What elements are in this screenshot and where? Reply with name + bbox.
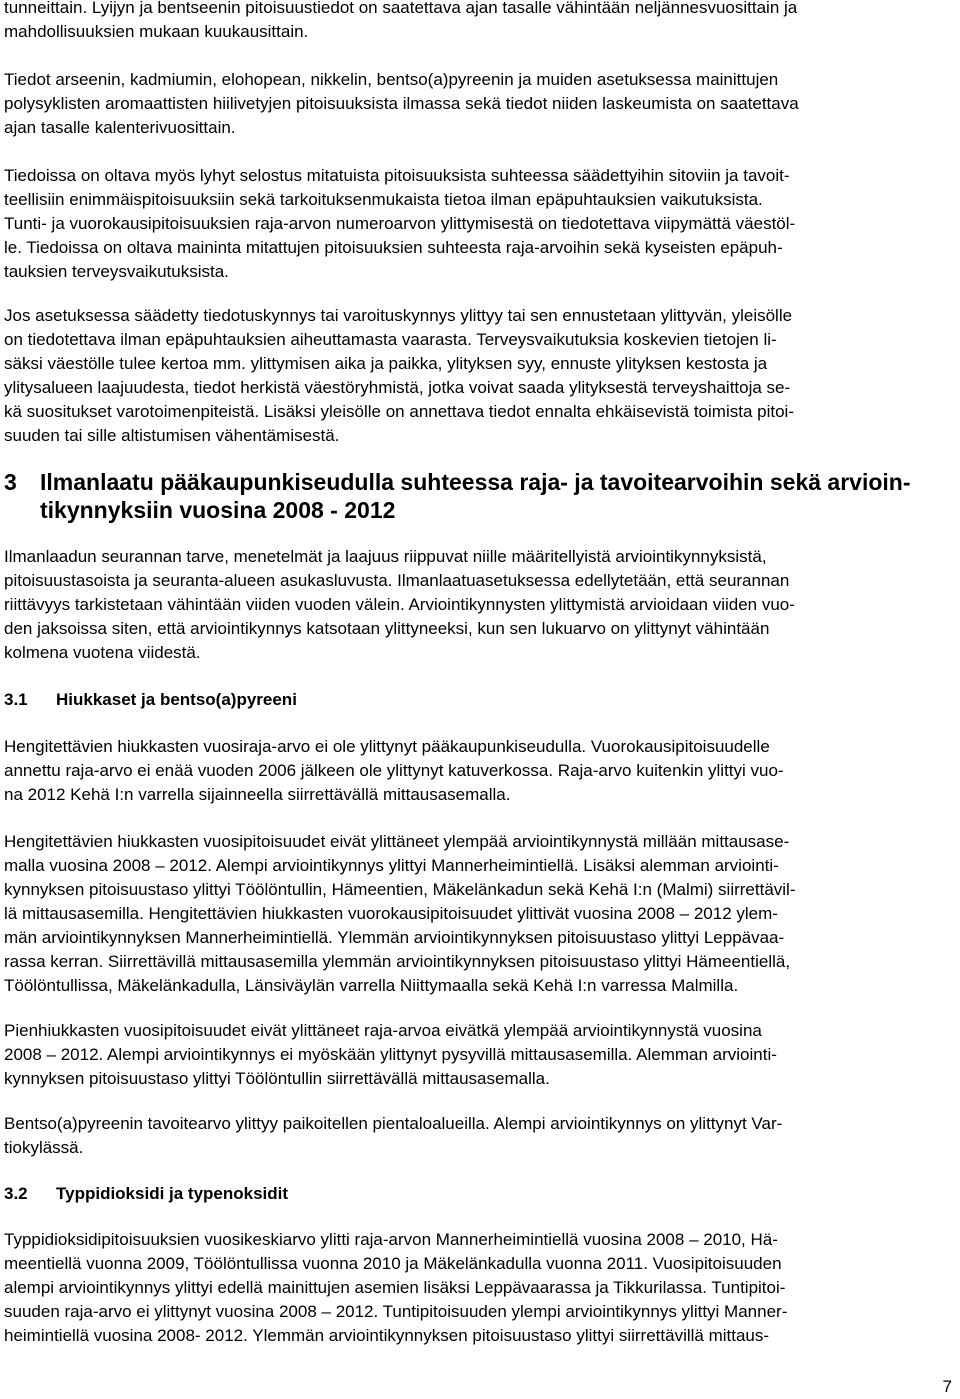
text-line: Pienhiukkasten vuosipitoisuudet eivät ylittäneet raja-arvoa eivätkä ylempää arviointikynnystä vuosina — [4, 1021, 762, 1040]
text-line: alempi arviointikynnys ylittyi edellä mainittujen asemien lisäksi Leppävaarassa ja Tikkurilassa. Tuntipitoi- — [4, 1278, 786, 1297]
text-line: kynnyksen pitoisuustaso ylittyi Töölöntullin siirrettävällä mittausasemalla. — [4, 1069, 550, 1088]
text-line: kynnyksen pitoisuustaso ylittyi Töölöntullin, Hämeentien, Mäkelänkadun sekä Kehä I:n (Malmi) siirrettävil- — [4, 880, 796, 899]
paragraph — [4, 1228, 954, 1348]
paragraph — [4, 830, 954, 998]
text-line: kolmena vuotena viidestä. — [4, 643, 201, 662]
subsection-number: 3.1 — [4, 690, 28, 709]
paragraph — [4, 545, 954, 665]
paragraph — [4, 0, 954, 44]
text-line: Tiedot arseenin, kadmiumin, elohopean, nikkelin, bentso(a)pyreenin ja muiden asetuksessa mainittujen — [4, 70, 779, 89]
text-line: 2008 – 2012. Alempi arviointikynnys ei myöskään ylittynyt pysyvillä mittausasemilla. Alemman arviointi- — [4, 1045, 777, 1064]
text-line: lä mittausasemilla. Hengitettävien hiukkasten vuorokausipitoisuudet ylittivät vuosina 2008 – 2012 ylem- — [4, 904, 778, 923]
text-line: polysyklisten aromaattisten hiilivetyjen pitoisuuksista ilmassa sekä tiedot niiden laskeumista on saatettava — [4, 94, 799, 113]
subsection-title: Hiukkaset ja bentso(a)pyreeni — [56, 690, 297, 709]
text-line: säksi väestölle tulee kertoa mm. ylittymisen aika ja paikka, ylityksen syy, ennuste ylityksen kestosta ja — [4, 354, 768, 373]
text-line: on tiedotettava ilman epäpuhtauksien aiheuttamasta vaarasta. Terveysvaikutuksia koskevien tietojen li- — [4, 330, 777, 349]
subsection-heading — [4, 688, 954, 712]
paragraph — [4, 1112, 954, 1160]
text-line: Hengitettävien hiukkasten vuosiraja-arvo ei ole ylittynyt pääkaupunkiseudulla. Vuorokausipitoisuudelle — [4, 737, 770, 756]
paragraph — [4, 304, 954, 448]
text-line: ylitysalueen laajuudesta, tiedot herkistä väestöryhmistä, jotka voivat saada ylityksestä terveyshaittoja se- — [4, 378, 791, 397]
text-line: Töölöntullissa, Mäkelänkadulla, Länsiväylän varrella Niittymaalla sekä Kehä I:n varressa Malmilla. — [4, 976, 739, 995]
text-line: riittävyys tarkistetaan vähintään viiden vuoden välein. Arviointikynnysten ylittymistä arvioidaan viiden vuo- — [4, 595, 795, 614]
text-line: rassa kerran. Siirrettävillä mittausasemilla ylemmän arviointikynnyksen pitoisuustaso ylittyi Hämeentiellä, — [4, 952, 791, 971]
text-line: pitoisuustasoista ja seuranta-alueen asukasluvusta. Ilmanlaatuasetuksessa edellytetään, että seurannan — [4, 571, 790, 590]
paragraph — [4, 68, 954, 140]
subsection-number: 3.2 — [4, 1184, 28, 1203]
subsection-heading — [4, 1182, 954, 1206]
text-line: Bentso(a)pyreenin tavoitearvo ylittyy paikoitellen pientaloalueilla. Alempi arviointikynnys on ylittynyt Var- — [4, 1114, 783, 1133]
paragraph — [4, 1019, 954, 1091]
text-line: Typpidioksidipitoisuuksien vuosikeskiarvo ylitti raja-arvon Mannerheimintiellä vuosina 2008 – 2010, Hä- — [4, 1230, 778, 1249]
text-line: tiokylässä. — [4, 1138, 84, 1157]
paragraph — [4, 164, 954, 284]
text-line: kä suositukset varotoimenpiteistä. Lisäksi yleisölle on annettava tiedot ennalta ehkäisevistä toimista pitoi- — [4, 402, 794, 421]
text-line: mahdollisuuksien mukaan kuukausittain. — [4, 22, 309, 41]
text-line: annettu raja-arvo ei enää vuoden 2006 jälkeen ole ylittynyt katuverkossa. Raja-arvo kuitenkin ylittyi vuo- — [4, 761, 784, 780]
subsection-title: Typpidioksidi ja typenoksidit — [56, 1184, 289, 1203]
text-line: Tunti- ja vuorokausipitoisuuksien raja-arvon numeroarvon ylittymisestä on tiedotettava viipymättä väestöl- — [4, 214, 796, 233]
text-line: heimintiellä vuosina 2008- 2012. Ylemmän arviointikynnyksen pitoisuustaso ylittyi siirrettävillä mittaus- — [4, 1326, 770, 1345]
text-line: den jaksoissa siten, että arviointikynnys katsotaan ylittyneeksi, kun sen lukuarvo on ylittynyt vähintään — [4, 619, 770, 638]
text-line: tunneittain. Lyijyn ja bentseenin pitoisuustiedot on saatettava ajan tasalle vähintään neljännesvuosittain ja — [4, 0, 798, 17]
paragraph — [4, 735, 954, 807]
text-line: na 2012 Kehä I:n varrella sijainneella siirrettävällä mittausasemalla. — [4, 785, 511, 804]
text-line: Ilmanlaadun seurannan tarve, menetelmät ja laajuus riippuvat niille määritellyistä arviointikynnyksistä, — [4, 547, 767, 566]
text-line: Hengitettävien hiukkasten vuosipitoisuudet eivät ylittäneet ylempää arviointikynnystä millään mittausase- — [4, 832, 790, 851]
text-line: malla vuosina 2008 – 2012. Alempi arviointikynnys ylittyi Mannerheimintiellä. Lisäksi alemman arviointi- — [4, 856, 779, 875]
text-line: män arviointikynnyksen Mannerheimintiellä. Ylemmän arviointikynnyksen pitoisuustaso ylittyi Leppävaa- — [4, 928, 785, 947]
text-line: tauksien terveysvaikutuksista. — [4, 262, 229, 281]
text-line: Tiedoissa on oltava myös lyhyt selostus mitatuista pitoisuuksista suhteessa säädettyihin sitoviin ja tavoit- — [4, 166, 790, 185]
text-line: le. Tiedoissa on oltava maininta mitattujen pitoisuuksien suhteesta raja-arvoihin sekä kyseisten epäpuh- — [4, 238, 783, 257]
text-line: teellisiin enimmäispitoisuuksiin sekä tarkoituksenmukaista tietoa ilman epäpuhtauksien vaikutuksista. — [4, 190, 763, 209]
section-number: 3 — [4, 469, 17, 495]
section-heading — [4, 468, 954, 524]
text-line: ajan tasalle kalenterivuosittain. — [4, 118, 236, 137]
section-title-line: tikynnyksiin vuosina 2008 - 2012 — [40, 497, 396, 523]
page-number: 7 — [942, 1377, 952, 1396]
text-line: Jos asetuksessa säädetty tiedotuskynnys tai varoituskynnys ylittyy tai sen ennustetaan ylittyvän, yleisölle — [4, 306, 793, 325]
text-line: meentiellä vuonna 2009, Töölöntullissa vuonna 2010 ja Mäkelänkadulla vuonna 2011. Vuosipitoisuuden — [4, 1254, 782, 1273]
section-title-line: Ilmanlaatu pääkaupunkiseudulla suhteessa raja- ja tavoitearvoihin sekä arvioin- — [40, 469, 911, 495]
text-line: suuden tai sille altistumisen vähentämisestä. — [4, 426, 340, 445]
text-line: suuden raja-arvo ei ylittynyt vuosina 2008 – 2012. Tuntipitoisuuden ylempi arviointikynnys ylittyi Manner- — [4, 1302, 788, 1321]
